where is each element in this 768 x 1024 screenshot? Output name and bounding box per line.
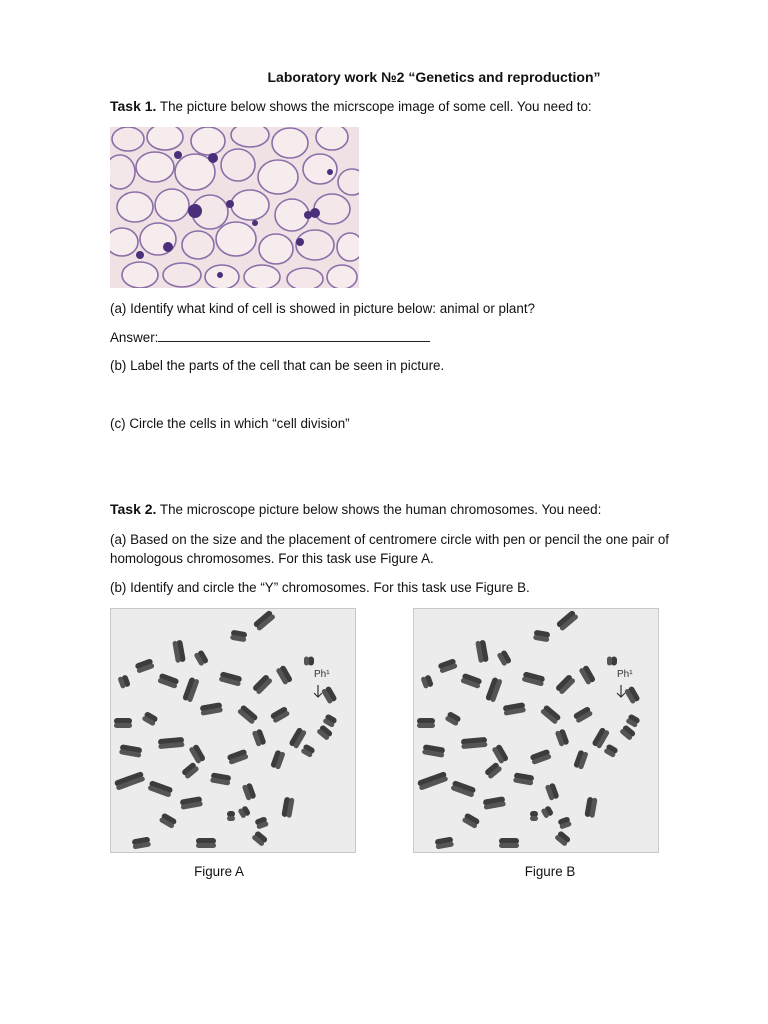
cell-nucleus <box>296 238 304 246</box>
cell-outline <box>258 160 298 194</box>
chromosome <box>422 744 445 758</box>
chromosome <box>275 665 293 686</box>
chromosome <box>252 674 273 695</box>
chromosome <box>227 811 235 821</box>
chromosome <box>435 836 454 849</box>
arrow-down-icon <box>314 685 322 697</box>
cell-outline <box>275 199 309 231</box>
cell-outline <box>136 152 174 182</box>
chromosome <box>462 812 481 829</box>
cell-nucleus <box>163 242 173 252</box>
chromosome <box>172 640 186 663</box>
answer-label: Answer: <box>110 330 159 345</box>
chromosome <box>300 743 315 758</box>
cell-outline <box>147 127 183 150</box>
figure-a-caption: Figure A <box>194 864 244 879</box>
chromosome <box>461 737 488 749</box>
cell-nucleus <box>226 200 234 208</box>
chromosome <box>188 744 206 765</box>
arrow-down-icon <box>617 685 625 697</box>
chromosome <box>230 630 247 643</box>
chromosome <box>484 762 503 780</box>
cell-nucleus <box>188 204 202 218</box>
chromosome <box>530 811 538 821</box>
cell-nucleus <box>252 220 258 226</box>
task1-intro: The picture below shows the micrscope image of some cell. You need to: <box>156 99 592 114</box>
page-title: Laboratory work №2 “Genetics and reproduction” <box>267 69 601 85</box>
cell-outline <box>110 228 138 256</box>
cell-outline <box>216 222 256 256</box>
chromosome <box>438 658 458 674</box>
chromosome <box>540 805 554 819</box>
cell-outline <box>338 169 359 195</box>
chromosome <box>141 711 158 727</box>
cell-outline <box>337 233 359 261</box>
chromosome <box>304 657 314 666</box>
task1-intro-line <box>110 97 720 116</box>
task1-question-a: (a) Identify what kind of cell is showed in picture below: animal or plant? <box>110 301 535 316</box>
cell-outline <box>110 155 135 189</box>
figure-b-caption: Figure B <box>524 864 576 879</box>
chromosome <box>180 796 203 810</box>
task1-heading: Task 1. <box>110 98 157 114</box>
chromosome <box>557 816 572 830</box>
chromosome <box>460 673 482 689</box>
chromosome <box>522 671 546 686</box>
task2-question-a: (a) Based on the size and the placement of centromere circle with pen or pencil the one pair of homologous chromosomes. For this task use Figure A. <box>110 532 670 566</box>
chromosome <box>157 673 179 689</box>
task1-question-b: (b) Label the parts of the cell that can be seen in picture. <box>110 358 445 373</box>
chromosome <box>450 780 476 798</box>
cell-nucleus <box>174 151 182 159</box>
cell-outline <box>259 234 293 264</box>
cell-outline <box>163 263 201 287</box>
cell-outline <box>314 194 350 224</box>
chromosome <box>114 771 146 791</box>
chromosome <box>554 830 571 847</box>
chromosome <box>270 750 286 770</box>
cell-nucleus <box>304 211 312 219</box>
cell-micrograph <box>110 127 359 288</box>
chromosome <box>237 805 251 819</box>
cell-outline <box>182 231 214 259</box>
chromosome <box>417 771 449 791</box>
cell-nucleus <box>208 153 218 163</box>
cell-outline <box>191 127 225 155</box>
chromosome <box>270 706 291 724</box>
chromosome <box>181 762 200 780</box>
cell-outline <box>231 190 269 220</box>
chromosome <box>281 797 294 818</box>
chromosome <box>485 677 503 703</box>
chromosome <box>555 674 576 695</box>
answer-line <box>110 328 720 347</box>
chromosome <box>556 610 579 632</box>
cell-outline <box>244 265 280 288</box>
chromosome <box>254 816 269 830</box>
chromosome <box>545 782 560 800</box>
chromosome <box>321 686 338 705</box>
chromosome <box>578 665 596 686</box>
chromosome <box>420 674 434 689</box>
chromosome <box>147 780 173 798</box>
cell-outline <box>287 268 323 288</box>
chromosome <box>625 713 640 728</box>
chromosome <box>219 671 243 686</box>
chromosome <box>444 711 461 727</box>
chromosome <box>132 836 151 849</box>
chromosome <box>573 750 589 770</box>
cell-outline <box>122 262 158 288</box>
chromosome <box>555 728 570 746</box>
chromosome <box>322 713 337 728</box>
task2-intro-line <box>110 500 720 519</box>
cell-nucleus <box>217 272 223 278</box>
chromosome <box>135 658 155 674</box>
cell-outline <box>112 127 144 151</box>
chromosome <box>584 797 597 818</box>
chromosome <box>491 744 509 765</box>
cell-outline <box>155 189 189 221</box>
chromosome <box>533 630 550 643</box>
chromosome <box>603 743 618 758</box>
cell-outline <box>117 192 153 222</box>
figure-a-image[interactable] <box>110 608 356 853</box>
chromosome <box>503 702 526 716</box>
cell-nucleus <box>136 251 144 259</box>
cell-outline <box>221 149 255 181</box>
figure-b-ph-label: Ph¹ <box>617 669 633 680</box>
chromosome <box>193 649 209 666</box>
cell-nucleus <box>327 169 333 175</box>
task2-intro: The microscope picture below shows the human chromosomes. You need: <box>156 502 602 517</box>
chromosome <box>242 782 257 800</box>
chromosome <box>624 686 641 705</box>
chromosome <box>159 812 178 829</box>
chromosome <box>114 718 132 728</box>
chromosome <box>607 657 617 666</box>
cell-outline <box>231 127 269 147</box>
figure-a-ph-label: Ph¹ <box>314 669 330 680</box>
chromosome <box>530 749 552 765</box>
chromosome <box>417 718 435 728</box>
cell-outline <box>272 128 308 158</box>
chromosome <box>158 737 185 749</box>
chromosome <box>483 796 506 810</box>
chromosome <box>119 744 142 758</box>
chromosome <box>210 772 231 785</box>
chromosome-spread-b <box>414 609 658 852</box>
chromosome-spread-a <box>111 609 355 852</box>
figure-b-image[interactable] <box>413 608 659 853</box>
chromosome <box>251 830 268 847</box>
chromosome <box>117 674 131 689</box>
cell-outline <box>303 154 337 184</box>
chromosome <box>513 772 534 785</box>
cell-outline <box>316 127 348 150</box>
chromosome <box>499 838 519 848</box>
chromosome <box>237 704 259 725</box>
chromosome <box>200 702 223 716</box>
chromosome <box>475 640 489 663</box>
task2-heading: Task 2. <box>110 501 157 517</box>
cell-outline <box>327 265 357 288</box>
chromosome <box>252 728 267 746</box>
chromosome <box>253 610 276 632</box>
answer-blank[interactable] <box>158 329 430 342</box>
chromosome <box>496 649 512 666</box>
task2-question-b: (b) Identify and circle the “Y” chromosomes. For this task use Figure B. <box>110 580 530 595</box>
cell-micrograph-image <box>110 127 359 288</box>
chromosome <box>573 706 594 724</box>
chromosome <box>182 677 200 703</box>
chromosome <box>196 838 216 848</box>
task1-question-c: (c) Circle the cells in which “cell division” <box>110 416 350 431</box>
chromosome <box>227 749 249 765</box>
chromosome <box>540 704 562 725</box>
